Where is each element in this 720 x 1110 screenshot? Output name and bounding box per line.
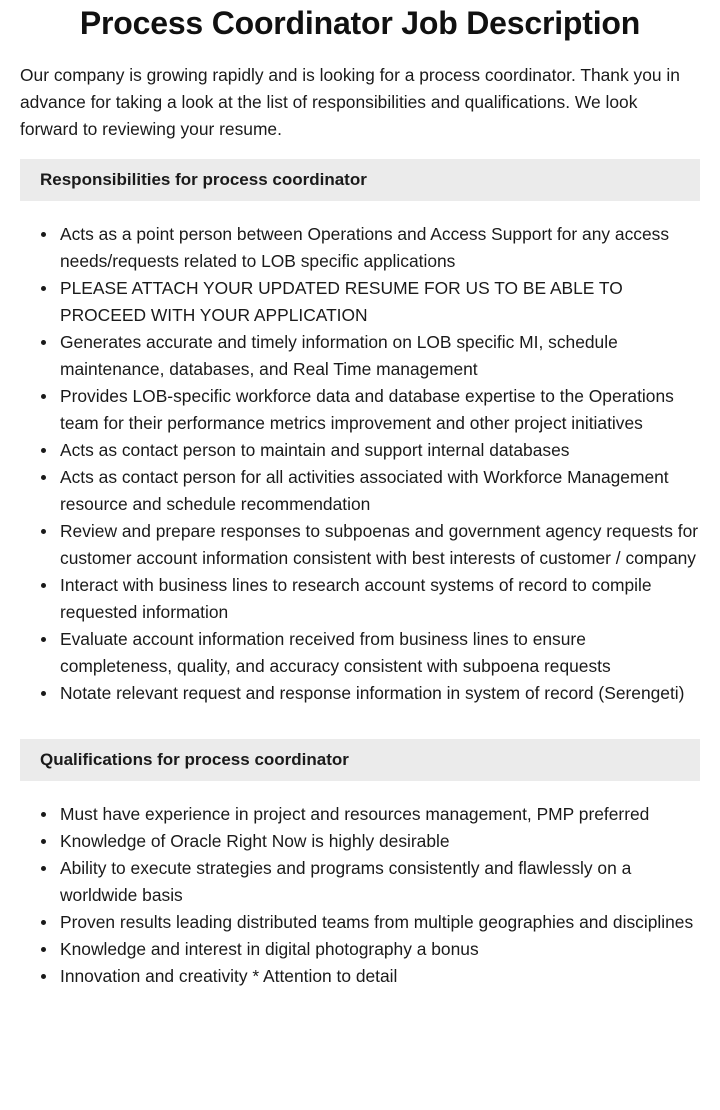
list-item [20, 329, 700, 383]
responsibilities-list [20, 221, 700, 707]
responsibilities-heading: Responsibilities for process coordinator [20, 159, 700, 201]
list-item-text: Knowledge and interest in digital photography a bonus [60, 939, 479, 959]
bullet-icon [41, 583, 46, 588]
list-item-text: Evaluate account information received from business lines to ensure completeness, quality, and accuracy consistent with subpoena requests [60, 629, 611, 676]
list-item [20, 626, 700, 680]
list-item [20, 221, 700, 275]
list-item-text: Generates accurate and timely information on LOB specific MI, schedule maintenance, databases, and Real Time management [60, 332, 618, 379]
list-item-text: Provides LOB-specific workforce data and database expertise to the Operations team for their performance metrics improvement and other project initiatives [60, 386, 674, 433]
bullet-icon [41, 394, 46, 399]
bullet-icon [41, 920, 46, 925]
list-item [20, 936, 700, 963]
bullet-icon [41, 340, 46, 345]
list-item [20, 801, 700, 828]
list-item-text: Must have experience in project and resources management, PMP preferred [60, 804, 650, 824]
bullet-icon [41, 947, 46, 952]
list-item [20, 909, 700, 936]
bullet-icon [41, 866, 46, 871]
bullet-icon [41, 475, 46, 480]
list-item [20, 275, 700, 329]
qualifications-list [20, 801, 700, 990]
page-title: Process Coordinator Job Description [79, 5, 641, 41]
list-item-text: Acts as contact person for all activities associated with Workforce Management resource and schedule recommendation [60, 467, 669, 514]
list-item [20, 963, 700, 990]
list-item-text: Interact with business lines to research account systems of record to compile requested information [60, 575, 652, 622]
list-item-text: PLEASE ATTACH YOUR UPDATED RESUME FOR US TO BE ABLE TO PROCEED WITH YOUR APPLICATION [60, 278, 623, 325]
bullet-icon [41, 637, 46, 642]
list-item-text: Proven results leading distributed teams from multiple geographies and disciplines [60, 912, 694, 932]
list-item [20, 518, 700, 572]
list-item-text: Knowledge of Oracle Right Now is highly desirable [60, 831, 450, 851]
intro-paragraph: Our company is growing rapidly and is looking for a process coordinator. Thank you in advance for taking a look at the list of responsibilities and qualifications. We look forward to reviewing your resume. [20, 65, 680, 139]
bullet-icon [41, 529, 46, 534]
list-item [20, 437, 700, 464]
bullet-icon [41, 232, 46, 237]
list-item-text: Ability to execute strategies and programs consistently and flawlessly on a worldwide basis [60, 858, 632, 905]
bullet-icon [41, 812, 46, 817]
list-item-text: Innovation and creativity * Attention to detail [60, 966, 398, 986]
list-item-text: Notate relevant request and response information in system of record (Serengeti) [60, 683, 685, 703]
bullet-icon [41, 839, 46, 844]
bullet-icon [41, 286, 46, 291]
list-item [20, 464, 700, 518]
list-item [20, 680, 700, 707]
list-item [20, 383, 700, 437]
bullet-icon [41, 448, 46, 453]
qualifications-section [20, 739, 700, 990]
bullet-icon [41, 974, 46, 979]
bullet-icon [41, 691, 46, 696]
list-item [20, 828, 700, 855]
responsibilities-section [20, 159, 700, 707]
list-item [20, 572, 700, 626]
list-item [20, 855, 700, 909]
list-item-text: Acts as contact person to maintain and support internal databases [60, 440, 570, 460]
list-item-text: Acts as a point person between Operations and Access Support for any access needs/requests related to LOB specific applications [60, 224, 670, 271]
list-item-text: Review and prepare responses to subpoenas and government agency requests for customer account information consistent with best interests of customer / company [60, 521, 699, 568]
qualifications-heading: Qualifications for process coordinator [20, 739, 700, 781]
